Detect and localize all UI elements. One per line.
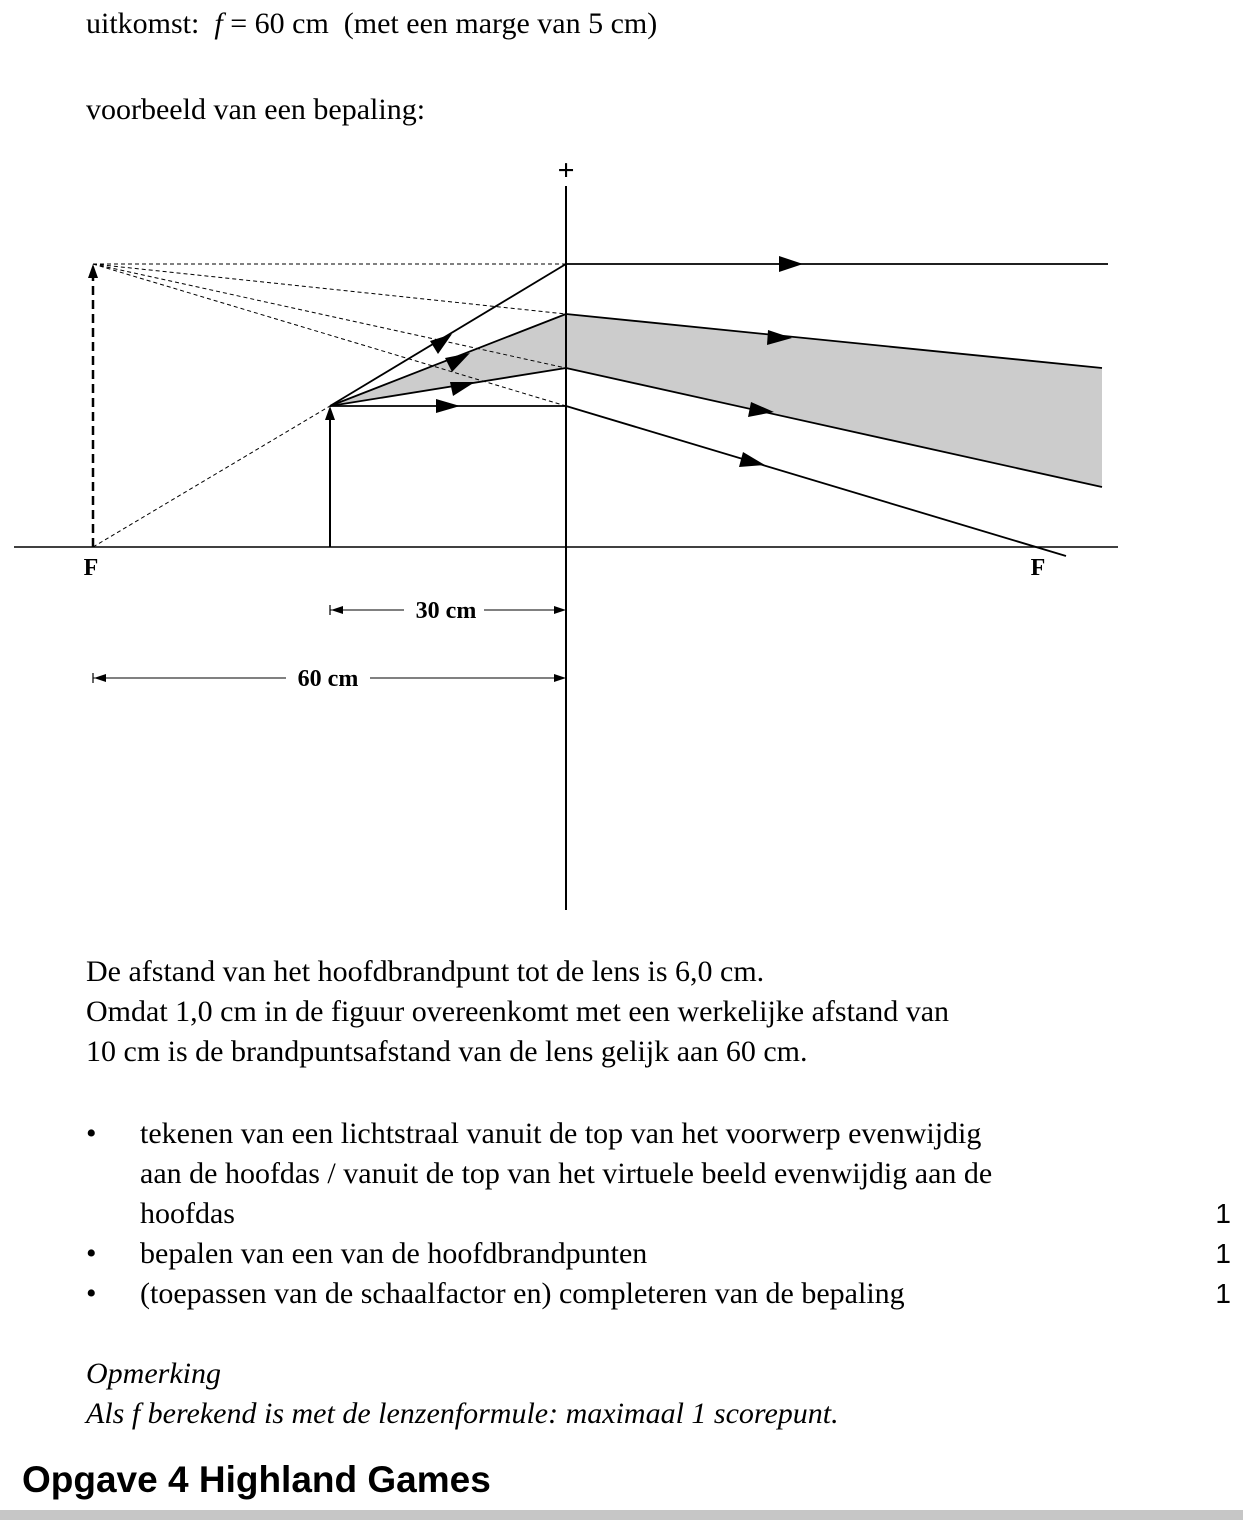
criterion-item-continued bbox=[0, 1154, 1243, 1194]
bullet-marker: • bbox=[86, 1117, 97, 1150]
criterion-text: hoofdas bbox=[140, 1197, 235, 1230]
criterion-text: tekenen van een lichtstraal vanuit de top van het voorwerp evenwijdig bbox=[140, 1117, 982, 1150]
focal-symbol: f bbox=[214, 7, 223, 40]
criterion-item-continued bbox=[0, 1194, 1243, 1234]
virtual-image-arrowhead bbox=[88, 264, 98, 278]
result-line bbox=[86, 4, 657, 44]
scoring-criteria bbox=[0, 1114, 1243, 1314]
criterion-score: 1 bbox=[1215, 1238, 1231, 1269]
dimension-object-label: 30 cm bbox=[415, 598, 477, 624]
focus-label-left: F bbox=[83, 555, 99, 581]
dimension-focal-label: 60 cm bbox=[297, 666, 359, 692]
dimension-object-distance bbox=[330, 598, 566, 624]
criterion-score: 1 bbox=[1215, 1198, 1231, 1229]
explanation-line: 10 cm is de brandpuntsafstand van de lens gelijk aan 60 cm. bbox=[86, 1035, 808, 1068]
remark-title: Opmerking bbox=[86, 1357, 221, 1390]
criterion-item bbox=[0, 1114, 1243, 1154]
section-title: Opgave 4 Highland Games bbox=[22, 1459, 491, 1500]
result-value: = 60 cm bbox=[230, 7, 329, 40]
remark-block bbox=[86, 1354, 839, 1434]
criterion-text: aan de hoofdas / vanuit de top van het virtuele beeld evenwijdig aan de bbox=[140, 1157, 993, 1190]
bullet-marker: • bbox=[86, 1277, 97, 1310]
result-margin: (met een marge van 5 cm) bbox=[343, 7, 658, 40]
object-arrowhead bbox=[325, 406, 335, 420]
criterion-text: bepalen van een van de hoofdbrandpunten bbox=[140, 1237, 648, 1270]
focus-label-right: F bbox=[1030, 555, 1046, 581]
remark-text: Als f berekend is met de lenzenformule: maximaal 1 scorepunt. bbox=[86, 1397, 839, 1430]
criterion-text: (toepassen van de schaalfactor en) completeren van de bepaling bbox=[140, 1277, 905, 1310]
lens-sign: + bbox=[557, 154, 575, 187]
example-heading: voorbeeld van een bepaling: bbox=[86, 93, 426, 126]
dimension-focal-distance bbox=[93, 666, 566, 692]
lens-ray-diagram bbox=[0, 150, 1243, 920]
explanation-paragraph bbox=[86, 952, 949, 1072]
explanation-line: Omdat 1,0 cm in de figuur overeenkomt met een werkelijke afstand van bbox=[86, 995, 950, 1028]
bullet-marker: • bbox=[86, 1237, 97, 1270]
criterion-item bbox=[0, 1234, 1243, 1274]
result-label: uitkomst: bbox=[86, 7, 200, 40]
page-bottom-bar bbox=[0, 1510, 1243, 1520]
criterion-score: 1 bbox=[1215, 1278, 1231, 1309]
explanation-line: De afstand van het hoofdbrandpunt tot de lens is 6,0 cm. bbox=[86, 955, 765, 988]
criterion-item bbox=[0, 1274, 1243, 1314]
